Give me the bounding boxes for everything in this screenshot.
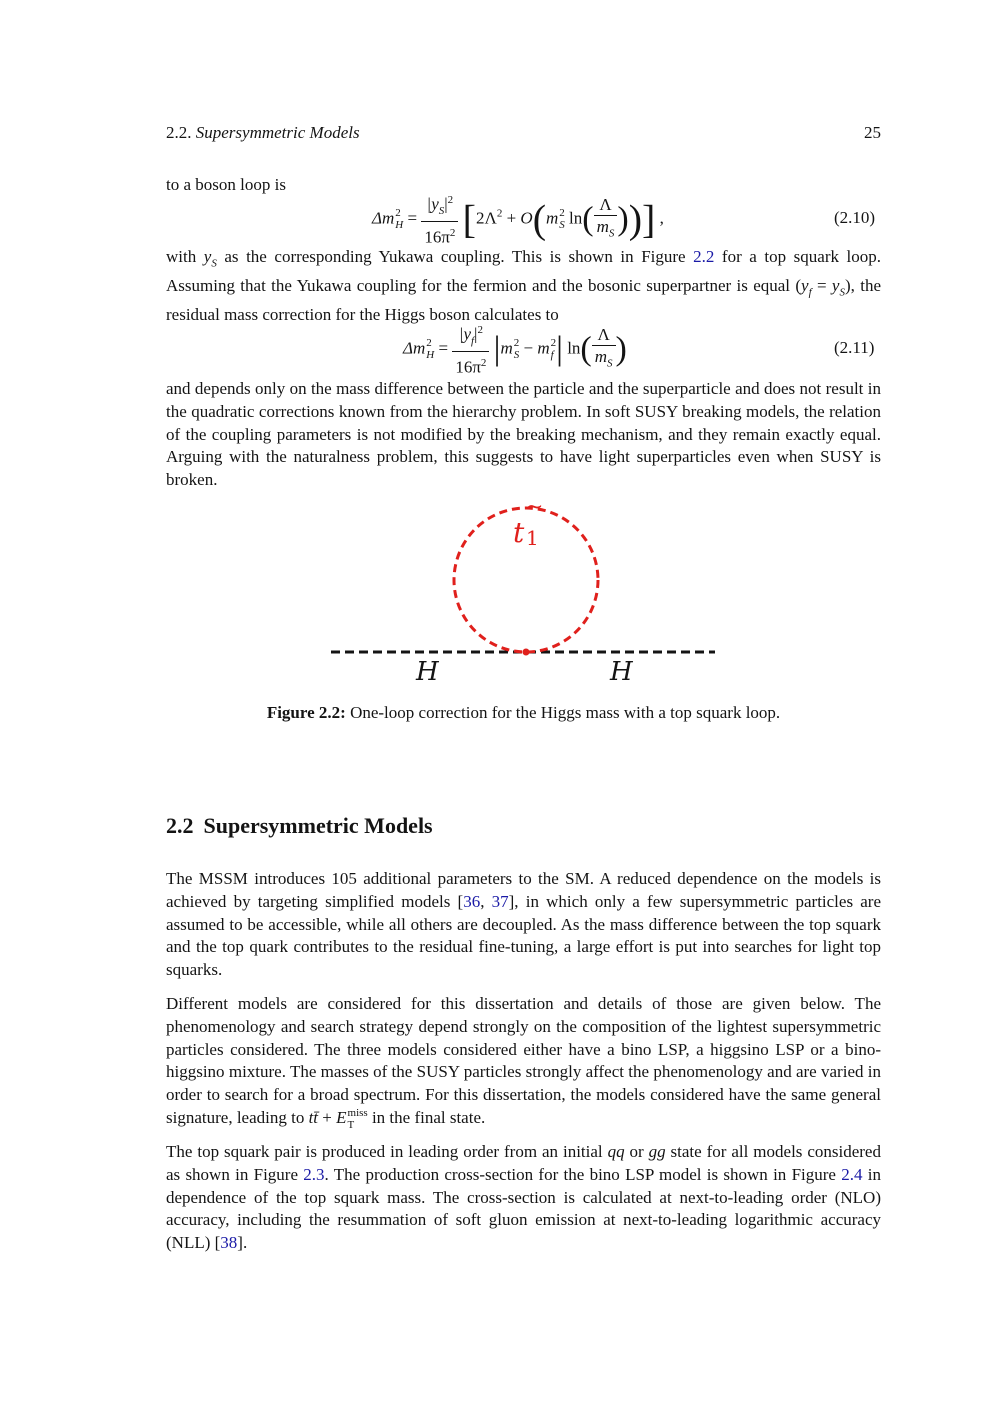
- loop-label-sub: 1: [526, 526, 539, 550]
- page-number: 25: [864, 123, 881, 142]
- header-section-number: 2.2.: [166, 123, 192, 142]
- paragraph-mass-difference: and depends only on the mass difference between the particle and the superparticle and does not result in the quadratic corrections known from the hierarchy problem. In soft SUSY breaking models, the relation of the coupling parameters is not modified by the breaking mechanism, and they remain exactly equal. Arguing with the naturalness problem, this suggests to have light superparticles even when SUSY is broken.: [166, 379, 881, 490]
- figure-ref-2-3[interactable]: 2.3: [303, 1164, 325, 1184]
- equation-2-10: Δm 2 H = $\frac{|y_S|^2}{16\pi^2}$ [$2\Lambda^2 + O(m$ 2 S ln( $\frac{\Lambda}{m_S}$ ))] ,: [372, 190, 664, 249]
- paragraph-yukawa: with $y_S$ as the corresponding Yukawa coupling. This is shown in Figure 2.2 for a top squark loop. Assuming that the Yukawa coupling for the fermion and the bosonic superpartner is equal $(y_f = y_S)$, the residual mass correction for the Higgs boson calculates to: [166, 247, 882, 325]
- equation-number-2-11: (2.11): [834, 338, 875, 357]
- higgs-label-left: H: [416, 657, 439, 687]
- paragraph-production: The top squark pair is produced in leading order from an initial qq or gg state for all models considered as shown in Figure 2.3. The production cross-section for the bino LSP model is shown in Figure 2.4 in dependence of the top squark mass. The cross-section is calculated at next-to-leading order (NLO) accuracy, including the resummation of soft gluon emission at next-to-leading logarithmic accuracy (NLL) [38].: [166, 1142, 881, 1253]
- figure-caption: [166, 702, 881, 724]
- header-title: Supersymmetric Models: [195, 123, 360, 142]
- feynman-diagram: [320, 500, 730, 695]
- intro-line: to a boson loop is: [166, 175, 286, 194]
- figure-ref-2-4[interactable]: 2.4: [841, 1164, 863, 1184]
- section-number: 2.2: [166, 813, 194, 838]
- equation-2-11: Δm 2 H = $\frac{|y_f|^2}{16\pi^2}$ |m 2 S − m 2 f | ln( $\frac{\Lambda}{m_S}$ ): [403, 320, 627, 379]
- citation-37[interactable]: 37: [491, 891, 509, 911]
- figure-ref-2-2[interactable]: 2.2: [693, 247, 715, 266]
- loop-label-accent: ~: [525, 500, 544, 520]
- loop-vertex: [523, 649, 530, 656]
- figure-caption-label: Figure 2.2:: [266, 703, 346, 722]
- running-header: [166, 123, 881, 143]
- loop-label: t: [513, 516, 525, 549]
- figure-caption-text: One-loop correction for the Higgs mass with a top squark loop.: [345, 703, 781, 722]
- higgs-label-right: H: [610, 657, 633, 687]
- section-title: Supersymmetric Models: [203, 813, 433, 838]
- eq-2-10-fraction: $\frac{|y_S|^2}{16\pi^2}$: [421, 190, 458, 249]
- equation-number-2-10: (2.10): [834, 208, 876, 227]
- citation-38[interactable]: 38: [220, 1233, 238, 1253]
- section-heading: [166, 812, 433, 840]
- eq-2-11-fraction: $\frac{|y_f|^2}{16\pi^2}$: [452, 320, 489, 379]
- paragraph-mssm: The MSSM introduces 105 additional parameters to the SM. A reduced dependence on the models is achieved by targeting simplified models [36, 37], in which only a few supersymmetric particles are assumed to be accessible, while all others are decoupled. As the mass difference between the top squark and the top quark contributes to the residual fine-tuning, a large effort is put into searches for light top squarks.: [166, 869, 882, 980]
- citation-36[interactable]: 36: [463, 891, 481, 911]
- paragraph-models: Different models are considered for this dissertation and details of those are given below. The phenomenology and search strategy depend strongly on the composition of the lightest supersymmetric particles considered. The three models considered either have a bino LSP, a higgsino LSP or a bino-higgsino mixture. The masses of the SUSY particles strongly affect the phenomenology and are varied in order to search for a broad spectrum. For this dissertation, the models considered have the same general signature, leading to tt̄ + E miss T in the final state.: [166, 994, 881, 1132]
